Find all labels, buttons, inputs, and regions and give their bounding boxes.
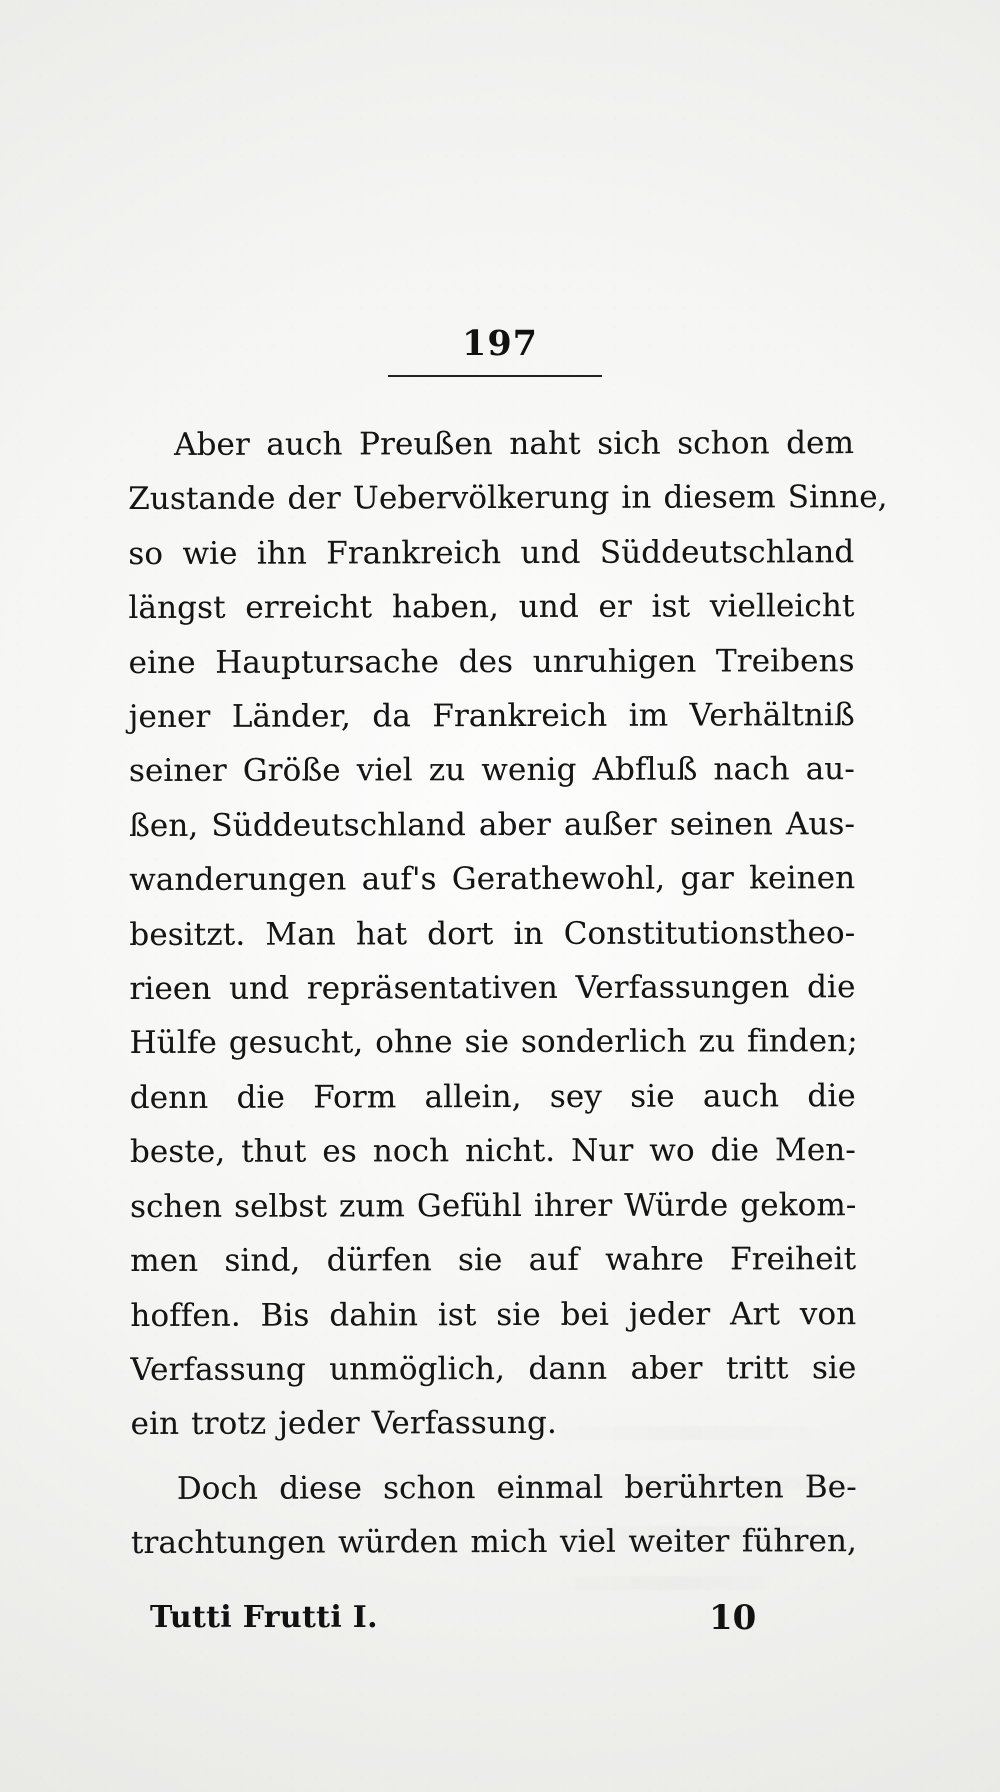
text-line: men sind, dürfen sie auf wahre Freiheit (130, 1241, 857, 1280)
text-line: wanderungen auf's Gerathewohl, gar keinen (129, 860, 856, 899)
text-line: seiner Größe viel zu wenig Abfluß nach au- (128, 751, 855, 790)
text-line: Hülfe gesucht, ohne sie sonderlich zu finden; (129, 1023, 858, 1062)
text-line: trachtungen würden mich viel weiter führen, (130, 1523, 857, 1562)
text-line: beste, thut es noch nicht. Nur wo die Men- (129, 1132, 856, 1171)
text-line: besitzt. Man hat dort in Constitutionstheo- (129, 914, 856, 953)
text-line: hoffen. Bis dahin ist sie bei jeder Art von (130, 1295, 857, 1334)
text-line: ßen, Süddeutschland aber außer seinen Aus- (129, 805, 856, 844)
text-line: denn die Form allein, sey sie auch die (129, 1077, 856, 1116)
page-number: 197 (461, 323, 539, 364)
text-line: ein trotz jeder Verfassung. (130, 1405, 557, 1443)
text-line: eine Hauptursache des unruhigen Treibens (128, 642, 855, 681)
signature-mark: 10 (709, 1598, 757, 1638)
text-line: längst erreicht haben, und er ist vielleicht (128, 588, 855, 627)
text-line: Aber auch Preußen naht sich schon dem (174, 425, 855, 463)
header-rule (388, 375, 602, 377)
text-line: so wie ihn Frankreich und Süddeutschland (128, 533, 855, 572)
body-text (128, 416, 888, 1598)
text-line: Zustande der Uebervölkerung in diesem Sinne, (128, 479, 888, 518)
text-line: rieen und repräsentativen Verfassungen die (129, 969, 856, 1008)
text-line: Verfassung unmöglich, dann aber tritt sie (130, 1350, 857, 1388)
running-title: Tutti Frutti I. (150, 1600, 378, 1635)
text-line: schen selbst zum Gefühl ihrer Würde gekom- (130, 1186, 857, 1225)
text-line: Doch diese schon einmal berührten Be- (176, 1468, 857, 1507)
text-line: jener Länder, da Frankreich im Verhältniß (128, 697, 855, 736)
